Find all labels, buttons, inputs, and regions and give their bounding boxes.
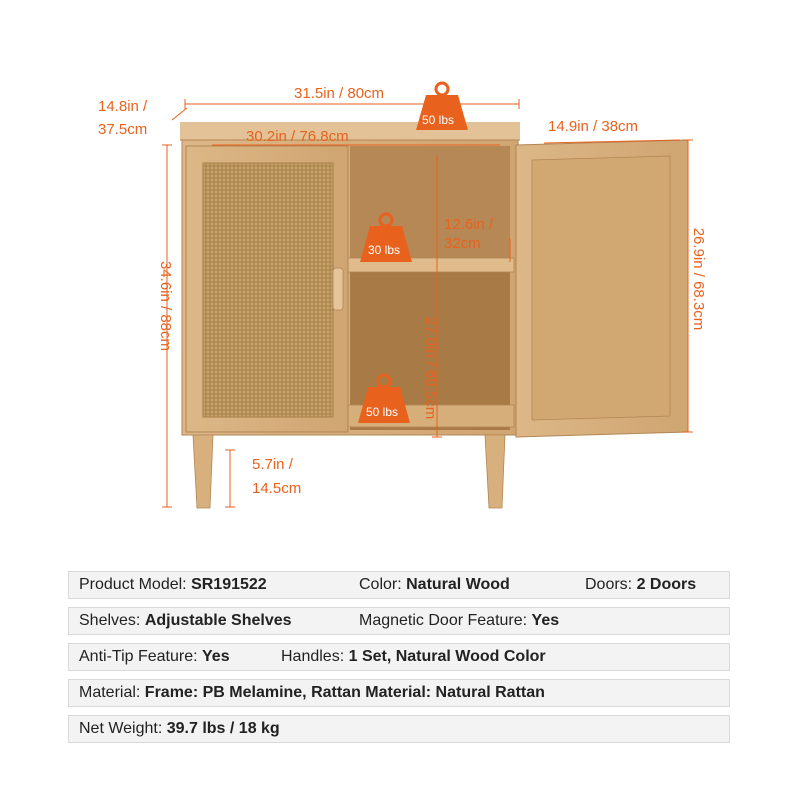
shelves-spec: Shelves: Adjustable Shelves <box>79 612 292 629</box>
door-height-label: 26.9in / 68.3cm <box>690 227 707 331</box>
spec-table <box>68 571 730 743</box>
net-weight-spec: Net Weight: 39.7 lbs / 18 kg <box>79 720 280 737</box>
width-label: 31.5in / 80cm <box>294 85 385 102</box>
leg-height-label-line2: 14.5cm <box>252 480 302 497</box>
shelf-gap-label-line1: 12.6in / <box>444 216 494 233</box>
color-spec: Color: Natural Wood <box>359 576 510 593</box>
weight-capacity-top: 50 lbs <box>422 113 455 127</box>
cabinet-top <box>180 122 520 140</box>
doors-spec: Doors: 2 Doors <box>585 576 697 593</box>
product-model: Product Model: SR191522 <box>79 576 267 593</box>
handles-spec: Handles: 1 Set, Natural Wood Color <box>281 648 546 665</box>
inner-width-label: 30.2in / 76.8cm <box>246 128 349 145</box>
depth-label-line1: 14.8in / <box>98 98 148 115</box>
magnetic-door-spec: Magnetic Door Feature: Yes <box>359 612 560 629</box>
door-handle <box>333 268 343 310</box>
material-spec: Material: Frame: PB Melamine, Rattan Material: Natural Rattan <box>79 684 545 701</box>
right-open-door <box>516 140 688 437</box>
height-label: 34.6in / 88cm <box>157 260 174 352</box>
spec-row <box>68 679 730 707</box>
left-rattan-door <box>186 146 348 432</box>
shelf-gap-label-line2: 32cm <box>444 235 481 252</box>
anti-tip-spec: Anti-Tip Feature: Yes <box>79 648 230 665</box>
door-width-label: 14.9in / 38cm <box>548 118 639 135</box>
spec-row <box>68 571 730 599</box>
spec-row <box>68 643 730 671</box>
spec-row <box>68 607 730 635</box>
inner-height-label: 27.0in / 68.5cm <box>422 316 439 420</box>
leg-height-label-line1: 5.7in / <box>252 456 293 473</box>
spec-row <box>68 715 730 743</box>
weight-capacity-bottom: 50 lbs <box>366 405 399 419</box>
weight-capacity-shelf: 30 lbs <box>368 243 401 257</box>
cabinet-legs <box>193 435 505 508</box>
depth-label-line2: 37.5cm <box>98 121 148 138</box>
